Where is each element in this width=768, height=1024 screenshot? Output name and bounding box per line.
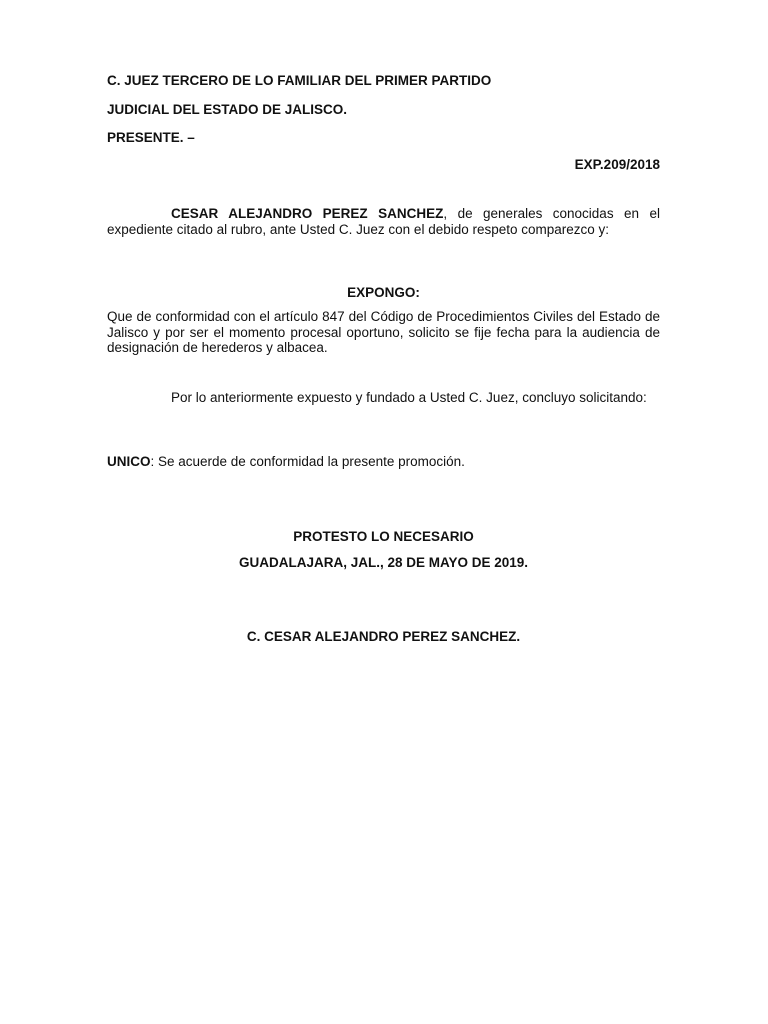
petitioner-name: CESAR ALEJANDRO PEREZ SANCHEZ [171,206,444,221]
unico-text: : Se acuerde de conformidad la presente promoción. [150,454,465,469]
conclusion-text: Por lo anteriormente expuesto y fundado a Usted C. Juez, concluyo solicitando: [171,390,647,405]
intro-paragraph [107,206,660,237]
protesto-line: PROTESTO LO NECESARIO [293,529,474,544]
expongo-heading: EXPONGO: [347,285,420,300]
signature-name: C. CESAR ALEJANDRO PEREZ SANCHEZ. [246,629,521,644]
unico-label: UNICO [107,454,151,469]
place-date-line: GUADALAJARA, JAL., 28 DE MAYO DE 2019. [238,555,529,570]
presente-line: PRESENTE. – [107,130,195,145]
unico-paragraph [107,454,660,470]
addressee-line-1: C. JUEZ TERCERO DE LO FAMILIAR DEL PRIMER PARTIDO [107,73,492,88]
conclusion-paragraph [107,390,660,406]
intro-text: , de generales conocidas en el expediente citado al rubro, ante Usted C. Juez con el debido respeto comparezco y: [107,206,660,237]
expongo-paragraph: Que de conformidad con el artículo 847 del Código de Procedimientos Civiles del Estado de Jalisco y por ser el momento procesal oportuno, solicito se fije fecha para la audiencia de designación de herederos y albacea. [107,309,660,355]
case-number: EXP.209/2018 [574,157,660,172]
addressee-line-2: JUDICIAL DEL ESTADO DE JALISCO. [107,102,348,117]
